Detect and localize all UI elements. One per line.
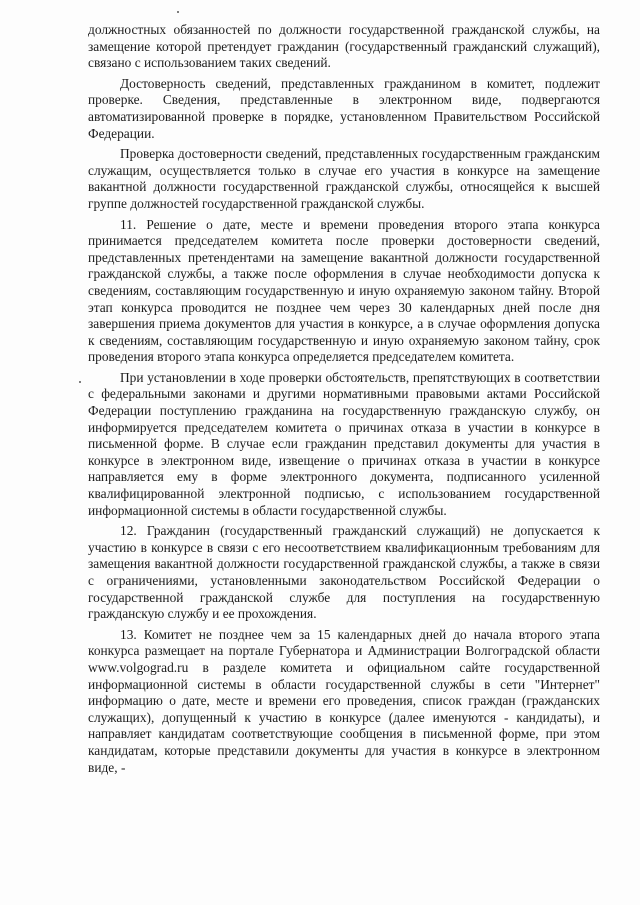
paragraph: должностных обязанностей по должности государственной гражданской службы, на замещение которой претендует гражданин (государственный гражданский служащий), связано с использованием таких сведений.: [88, 22, 600, 71]
paragraph: 11. Решение о дате, месте и времени проведения второго этапа конкурса принимается председателем комитета после проверки достоверности сведений, представленных претендентами на замещение вакантной должности государственной гражданской службы, а также после оформления в случае необходимости допуска к сведениям, составляющим государственную и иную охраняемую законом тайну. Второй этап конкурса проводится не позднее чем через 30 календарных дней после дня завершения приема документов для участия в конкурсе, а в случае оформления допуска к сведениям, составляющим государственную и иную охраняемую законом тайну, срок проведения второго этапа конкурса определяется председателем комитета.: [88, 216, 600, 365]
paragraph: 12. Гражданин (государственный гражданский служащий) не допускается к участию в конкурсе в связи с его несоответствием квалификационным требованиям для замещения вакантной должности государственной гражданской службы, а также в связи с ограничениями, установленными законодательством Российской Федерации о государственной гражданской службе для поступления на государственную гражданскую службу и ее прохождения.: [88, 523, 600, 622]
paragraph: Достоверность сведений, представленных гражданином в комитет, подлежит проверке. Сведения, представленные в электронном виде, подвергаются автоматизированной проверке в порядке, установленном Правительством Российской Федерации.: [88, 75, 600, 141]
paragraph: При установлении в ходе проверки обстоятельств, препятствующих в соответствии с федеральными законами и другими нормативными правовыми актами Российской Федерации поступлению гражданина на государственную гражданскую службу, он информируется председателем комитета о причинах отказа в участии в конкурсе в письменной форме. В случае если гражданин представил документы для участия в конкурсе в электронном виде, извещение о причинах отказа в участии в конкурсе направляется ему в форме электронного документа, подписанного усиленной квалифицированной электронной подписью, с использованием государственной информационной системы в области государственной службы.: [88, 369, 600, 518]
scan-speck: [79, 381, 81, 383]
paragraph: 13. Комитет не позднее чем за 15 календарных дней до начала второго этапа конкурса размещает на портале Губернатора и Администрации Волгоградской области www.volgograd.ru в разделе комитета и официальном сайте государственной информационной системы в области государственной службы в сети "Интернет" информацию о дате, месте и времени его проведения, список граждан (гражданских служащих), допущенный к участию в конкурсе (далее именуются - кандидаты), и направляет кандидатам соответствующие сообщения в письменной форме, при этом кандидатам, которые представили документы для участия в конкурсе в электронном виде, -: [88, 626, 600, 775]
scan-speck: [177, 11, 179, 13]
document-body: [88, 22, 600, 776]
paragraph: Проверка достоверности сведений, представленных государственным гражданским служащим, осуществляется только в случае его участия в конкурсе на замещение вакантной должности государственной гражданской службы, относящейся к высшей группе должностей государственной гражданской службы.: [88, 146, 600, 211]
